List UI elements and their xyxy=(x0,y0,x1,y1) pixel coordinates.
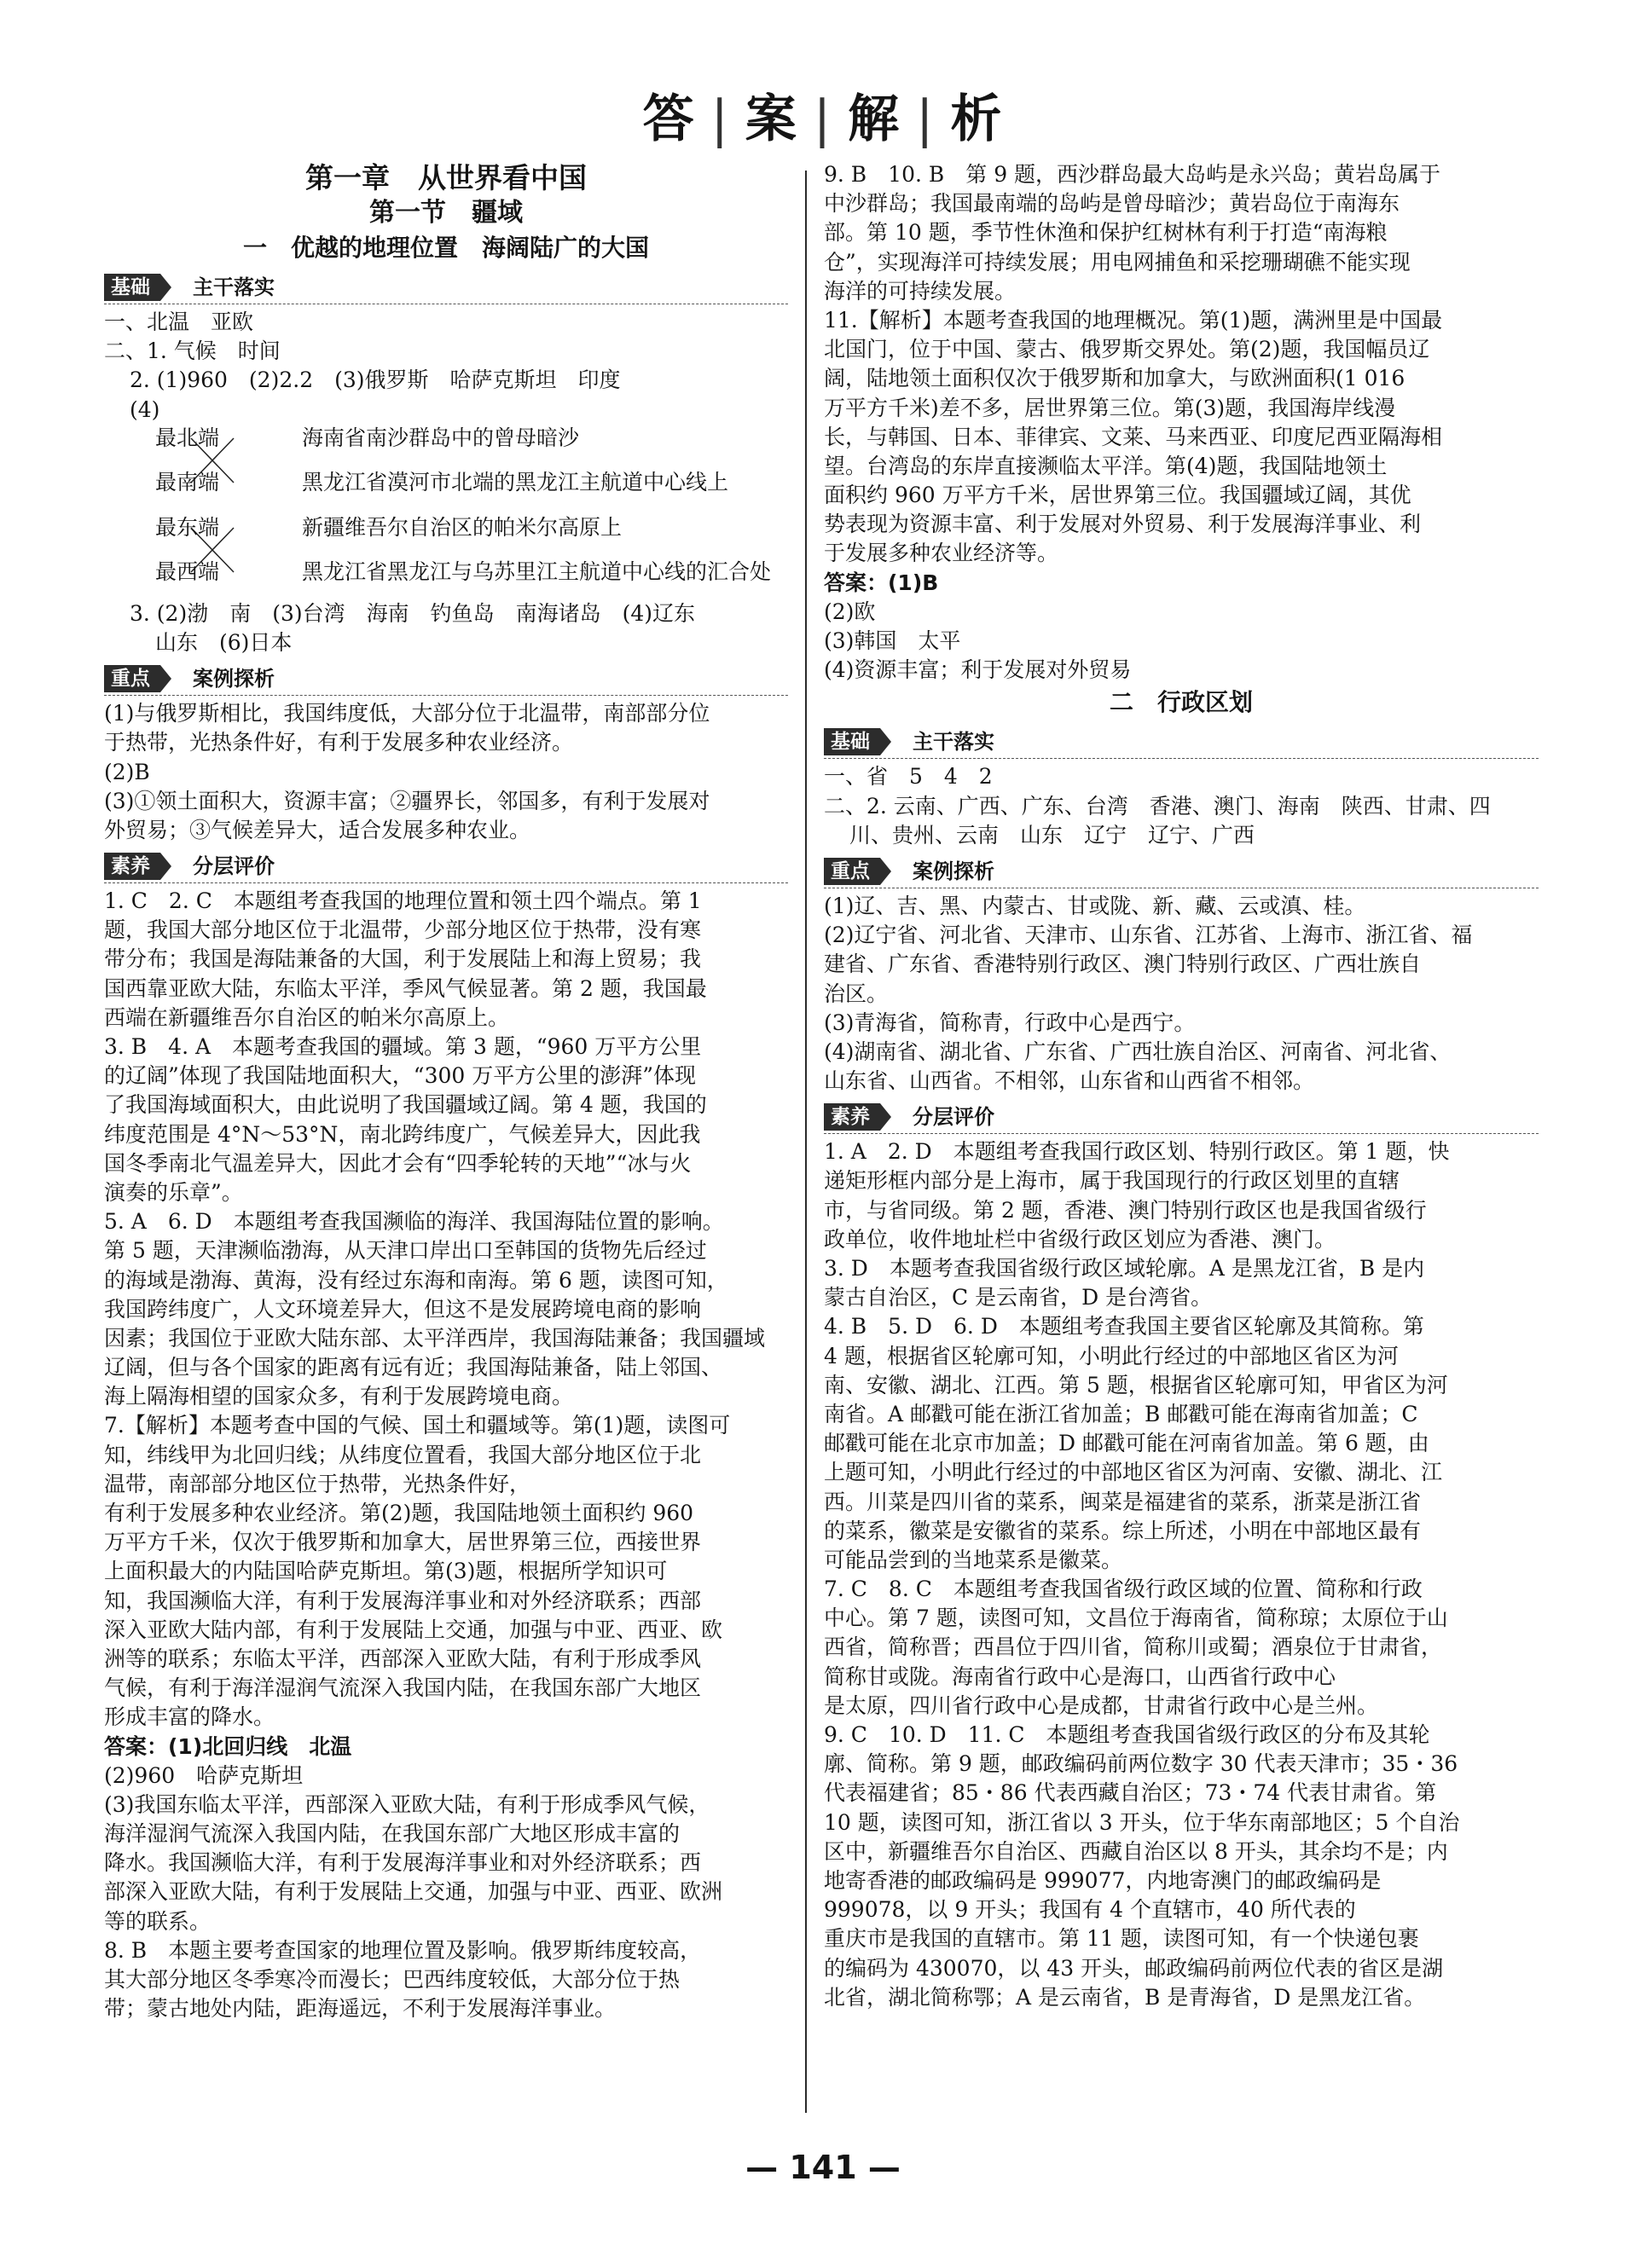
answer-line: (2)960 哈萨克斯坦 xyxy=(104,1762,304,1788)
answer-line: (1)与俄罗斯相比，我国纬度低，大部分位于北温带，南部部分位 xyxy=(104,701,710,726)
answer-line: 答案：(1)北回归线 北温 xyxy=(104,1733,352,1759)
answer-line: 中沙群岛；我国最南端的岛屿是曾母暗沙；黄岩岛位于南海东 xyxy=(824,191,1400,217)
section-tag: 素养 xyxy=(104,853,160,880)
answer-line: 于热带，光热条件好，有利于发展多种农业经济。 xyxy=(104,730,574,755)
answer-line: (3)我国东临太平洋，西部深入亚欧大陆，有利于形成季风气候， xyxy=(104,1791,710,1817)
basic-answers xyxy=(824,762,1539,850)
answer-line: (2)辽宁省、河北省、天津市、山东省、江苏省、上海市、浙江省、福 xyxy=(824,923,1473,948)
answer-line: 递矩形框内部分是上海市，属于我国现行的行政区划里的直辖 xyxy=(824,1168,1400,1194)
answer-line: 温带，南部部分地区位于热带，光热条件好， xyxy=(104,1471,531,1496)
answer-line: 纬度范围是 4°N～53°N，南北跨纬度广，气候差异大，因此我 xyxy=(104,1121,701,1147)
answer-line: 上面积最大的内陆国哈萨克斯坦。第(3)题，根据所学知识可 xyxy=(104,1559,668,1584)
answer-line: 建省、广东省、香港特别行政区、澳门特别行政区、广西壮族自 xyxy=(824,952,1422,977)
diagram-left-label: 最西端 xyxy=(155,558,220,584)
answer-line: 10 题，读图可知，浙江省以 3 开头，位于华东南部地区；5 个自治 xyxy=(824,1809,1460,1835)
page-title xyxy=(0,78,1646,152)
eval-answers xyxy=(824,1137,1539,2012)
answer-line: 二、2. 云南、广西、广东、台湾 香港、澳门、海南 陕西、甘肃、四 xyxy=(824,793,1491,819)
answer-line: 简称甘或陇。海南省行政中心是海口，山西省行政中心 xyxy=(824,1663,1336,1689)
section-tag: 重点 xyxy=(104,665,160,692)
section-label: 案例探析 xyxy=(913,859,994,883)
answer-line: 辽阔，但与各个国家的距离有远有近；我国海陆兼备，陆上邻国、 xyxy=(104,1355,723,1380)
answer-line: 我国跨纬度广，人文环境差异大，但这不是发展跨境电商的影响 xyxy=(104,1296,702,1322)
answer-line: 蒙古自治区，C 是云南省，D 是台湾省。 xyxy=(824,1285,1213,1310)
answer-line: 南、安徽、湖北、江西。第 5 题，根据省区轮廓可知，甲省区为河 xyxy=(824,1372,1448,1397)
answer-line: 政单位，收件地址栏中省级行政区划应为香港、澳门。 xyxy=(824,1226,1336,1252)
answer-line: 仓”，实现海洋可持续发展；用电网捕鱼和采挖珊瑚礁不能实现 xyxy=(824,249,1411,275)
answer-line: 9. B 10. B 第 9 题，西沙群岛最大岛屿是永兴岛；黄岩岛属于 xyxy=(824,162,1441,187)
answer-line: (4) xyxy=(130,396,160,422)
answer-line: 长，与韩国、日本、菲律宾、文莱、马来西亚、印度尼西亚隔海相 xyxy=(824,424,1443,449)
answer-line: 望。台湾岛的东岸直接濒临太平洋。第(4)题，我国陆地领土 xyxy=(824,453,1388,478)
answer-line: (4)湖南省、湖北省、广东省、广西壮族自治区、河南省、河北省、 xyxy=(824,1039,1452,1064)
right-column xyxy=(824,160,1539,2012)
answer-line: 万平方千米)差不多，居世界第三位。第(3)题，我国海岸线漫 xyxy=(824,395,1396,420)
key-answers xyxy=(104,699,788,845)
answer-line: 廓、简称。第 9 题，邮政编码前两位数字 30 代表天津市；35・36 xyxy=(824,1751,1458,1777)
column-divider xyxy=(805,171,807,2113)
answer-line: 西。川菜是四川省的菜系，闽菜是福建省的菜系，浙菜是浙江省 xyxy=(824,1489,1422,1514)
answer-line: 部深入亚欧大陆，有利于发展陆上交通，加强与中亚、西亚、欧洲 xyxy=(104,1879,723,1905)
answer-line: 第 5 题，天津濒临渤海，从天津口岸出口至韩国的货物先后经过 xyxy=(104,1238,707,1264)
answer-line: 带；蒙古地处内陆，距海遥远，不利于发展海洋事业。 xyxy=(104,1996,617,2022)
answer-line: 西端在新疆维吾尔自治区的帕米尔高原上。 xyxy=(104,1004,510,1030)
answer-line: 999078，以 9 开头；我国有 4 个直辖市，40 所代表的 xyxy=(824,1897,1356,1923)
answer-line: 的编码为 430070，以 43 开头，邮政编码前两位代表的省区是湖 xyxy=(824,1955,1444,1981)
answer-line: 二、1. 气候 时间 xyxy=(104,338,281,364)
section-header-basic xyxy=(104,273,788,304)
answer-line: 北省，湖北简称鄂；A 是云南省，B 是青海省，D 是黑龙江省。 xyxy=(824,1984,1426,2010)
answer-line: 西省，简称晋；西昌位于四川省，简称川或蜀；酒泉位于甘肃省， xyxy=(824,1634,1443,1660)
section-label: 分层评价 xyxy=(193,854,275,879)
answer-line: 代表福建省；85・86 代表西藏自治区；73・74 代表甘肃省。第 xyxy=(824,1780,1437,1806)
answer-line: (1)辽、吉、黑、内蒙古、甘或陇、新、藏、云或滇、桂。 xyxy=(824,893,1366,918)
answer-line: 1. C 2. C 本题组考查我国的地理位置和领土四个端点。第 1 xyxy=(104,888,702,914)
answer-line: 的海域是渤海、黄海，没有经过东海和南海。第 6 题，读图可知， xyxy=(104,1267,728,1293)
answer-line: 海洋的可持续发展。 xyxy=(824,278,1017,304)
answer-line: 市，与省同级。第 2 题，香港、澳门特别行政区也是我国省级行 xyxy=(824,1197,1427,1223)
answer-line: 南省。A 邮戳可能在浙江省加盖；B 邮戳可能在海南省加盖；C xyxy=(824,1401,1418,1426)
title-separator: | xyxy=(813,90,833,149)
continued-answers xyxy=(824,160,1539,685)
answer-line: 是太原，四川省行政中心是成都，甘肃省行政中心是兰州。 xyxy=(824,1692,1379,1718)
section-title: 第一节 疆域 xyxy=(369,198,523,228)
answer-line: 知，我国濒临大洋，有利于发展海洋事业和对外经济联系；西部 xyxy=(104,1588,702,1613)
title-char: 解 xyxy=(848,90,901,149)
answer-line: 深入亚欧大陆内部，有利于发展陆上交通，加强与中亚、西亚、欧 xyxy=(104,1617,723,1642)
section-header-eval xyxy=(824,1102,1539,1134)
answer-line: 降水。我国濒临大洋，有利于发展海洋事业和对外经济联系；西 xyxy=(104,1850,702,1876)
answer-line: 部。第 10 题，季节性休渔和保护红树林有利于打造“南海粮 xyxy=(824,220,1388,246)
chapter-title: 第一章 从世界看中国 xyxy=(305,161,587,194)
answer-line: 等的联系。 xyxy=(104,1908,212,1934)
title-separator: | xyxy=(916,90,936,149)
eval-answers xyxy=(104,887,788,2023)
answer-line: 国西靠亚欧大陆，东临太平洋，季风气候显著。第 2 题，我国最 xyxy=(104,975,707,1001)
answer-line: (4)资源丰富；利于发展对外贸易 xyxy=(824,657,1132,683)
basic-answers-continued xyxy=(104,599,788,657)
answer-line: 于发展多种农业经济等。 xyxy=(824,541,1059,566)
answer-line: 北国门，位于中国、蒙古、俄罗斯交界处。第(2)题，我国幅员辽 xyxy=(824,337,1430,362)
answer-line: 5. A 6. D 本题组考查我国濒临的海洋、我国海陆位置的影响。 xyxy=(104,1209,724,1235)
answer-line: 气候，有利于海洋湿润气流深入我国内陆，在我国东部广大地区 xyxy=(104,1675,702,1701)
diagram-right-label: 海南省南沙群岛中的曾母暗沙 xyxy=(302,425,580,450)
answer-line: 洲等的联系；东临太平洋，西部深入亚欧大陆，有利于形成季风 xyxy=(104,1646,702,1671)
answer-line: 中心。第 7 题，读图可知，文昌位于海南省，简称琼；太原位于山 xyxy=(824,1606,1448,1631)
answer-line: 治区。 xyxy=(824,981,889,1006)
section-header-key xyxy=(824,857,1539,888)
answer-line: (2)B xyxy=(104,759,150,784)
answer-line: 山东 (6)日本 xyxy=(155,629,293,655)
answer-line: 答案：(1)B xyxy=(824,570,939,595)
answer-line: 知，纬线甲为北回归线；从纬度位置看，我国大部分地区位于北 xyxy=(104,1442,702,1467)
answer-line: 川、贵州、云南 山东 辽宁 辽宁、广西 xyxy=(849,822,1255,848)
answer-line: 2. (1)960 (2)2.2 (3)俄罗斯 哈萨克斯坦 印度 xyxy=(130,367,621,393)
answer-line: 面积约 960 万平方千米，居世界第三位。我国疆域辽阔，其优 xyxy=(824,483,1411,508)
answer-line: 万平方千米，仅次于俄罗斯和加拿大，居世界第三位，西接世界 xyxy=(104,1530,702,1555)
title-char: 答 xyxy=(642,90,696,149)
answer-line: 可能品尝到的当地菜系是徽菜。 xyxy=(824,1547,1123,1572)
answer-line: 其大部分地区冬季寒冷而漫长；巴西纬度较低，大部分位于热 xyxy=(104,1967,681,1992)
title-char: 析 xyxy=(950,90,1004,149)
answer-line: 地寄香港的邮政编码是 999077，内地寄澳门的邮政编码是 xyxy=(824,1867,1382,1893)
answer-line: 海洋湿润气流深入我国内陆，在我国东部广大地区形成丰富的 xyxy=(104,1821,681,1847)
answer-line: 区中，新疆维吾尔自治区、西藏自治区以 8 开头，其余均不是；内 xyxy=(824,1838,1448,1864)
section-tag: 重点 xyxy=(824,858,880,885)
diagram-right-label: 黑龙江省漠河市北端的黑龙江主航道中心线上 xyxy=(302,469,729,495)
answer-line: 3. D 本题考查我国省级行政区域轮廓。A 是黑龙江省，B 是内 xyxy=(824,1256,1425,1281)
answer-line: (3)青海省，简称青，行政中心是西宁。 xyxy=(824,1010,1196,1035)
section-header-eval xyxy=(104,852,788,883)
answer-line: 外贸易；③气候差异大，适合发展多种农业。 xyxy=(104,817,531,842)
answer-line: 3. (2)渤 南 (3)台湾 海南 钓鱼岛 南海诸岛 (4)辽东 xyxy=(130,600,696,626)
extreme-points-diagram xyxy=(104,425,788,599)
answer-line: 一、省 5 4 2 xyxy=(824,764,993,790)
subsection-title: 二 行政区划 xyxy=(1109,688,1253,717)
answer-line: 因素；我国位于亚欧大陆东部、太平洋西岸，我国海陆兼备；我国疆域 xyxy=(104,1325,766,1351)
basic-answers xyxy=(104,308,788,425)
left-column xyxy=(104,160,788,2023)
answer-line: 海上隔海相望的国家众多，有利于发展跨境电商。 xyxy=(104,1384,574,1409)
answer-line: 11.【解析】本题考查我国的地理概况。第(1)题，满洲里是中国最 xyxy=(824,307,1443,333)
section-label: 主干落实 xyxy=(913,730,994,755)
diagram-right-label: 黑龙江省黑龙江与乌苏里江主航道中心线的汇合处 xyxy=(302,558,772,584)
answer-line: 9. C 10. D 11. C 本题组考查我国省级行政区的分布及其轮 xyxy=(824,1722,1430,1747)
answer-line: (2)欧 xyxy=(824,599,876,624)
title-separator: | xyxy=(710,90,730,149)
answer-line: 了我国海域面积大，由此说明了我国疆域辽阔。第 4 题，我国的 xyxy=(104,1092,707,1118)
section-label: 分层评价 xyxy=(913,1105,994,1130)
section-header-basic xyxy=(824,727,1539,759)
answer-line: 4 题，根据省区轮廓可知，小明此行经过的中部地区省区为河 xyxy=(824,1343,1399,1368)
answer-line: 一、北温 亚欧 xyxy=(104,310,254,334)
answer-line: 上题可知，小明此行经过的中部地区省区为河南、安徽、湖北、江 xyxy=(824,1460,1443,1485)
section-tag: 基础 xyxy=(104,274,160,301)
answer-line: 的菜系，徽菜是安徽省的菜系。综上所述，小明在中部地区最有 xyxy=(824,1518,1422,1543)
answer-line: 重庆市是我国的直辖市。第 11 题，读图可知，有一个快递包裹 xyxy=(824,1926,1419,1952)
key-answers xyxy=(824,892,1539,1096)
section-tag: 基础 xyxy=(824,728,880,755)
answer-line: 势表现为资源丰富、利于发展对外贸易、利于发展海洋事业、利 xyxy=(824,512,1422,537)
answer-line: (3)韩国 太平 xyxy=(824,628,961,653)
answer-line: (3)①领土面积大，资源丰富；②疆界长，邻国多，有利于发展对 xyxy=(104,788,710,813)
section-header-key xyxy=(104,664,788,696)
answer-line: 带分布；我国是海陆兼备的大国，利于发展陆上和海上贸易；我 xyxy=(104,946,702,972)
section-tag: 素养 xyxy=(824,1103,880,1131)
diagram-right-label: 新疆维吾尔自治区的帕米尔高原上 xyxy=(302,514,623,540)
answer-line: 有利于发展多种农业经济。第(2)题，我国陆地领土面积约 960 xyxy=(104,1501,694,1525)
diagram-left-label: 最北端 xyxy=(155,425,220,450)
answer-line: 1. A 2. D 本题组考查我国行政区划、特别行政区。第 1 题，快 xyxy=(824,1139,1450,1165)
section-label: 案例探析 xyxy=(193,667,275,691)
diagram-left-label: 最东端 xyxy=(155,514,220,540)
answer-line: 山东省、山西省。不相邻，山东省和山西省不相邻。 xyxy=(824,1068,1315,1094)
answer-line: 3. B 4. A 本题考查我国的疆域。第 3 题，“960 万平方公里 xyxy=(104,1034,702,1059)
page-number: — 141 — xyxy=(745,2149,901,2186)
answer-line: 演奏的乐章”。 xyxy=(104,1179,243,1205)
answer-line: 邮戳可能在北京市加盖；D 邮戳可能在河南省加盖。第 6 题，由 xyxy=(824,1431,1429,1456)
answer-line: 8. B 本题主要考查国家的地理位置及影响。俄罗斯纬度较高， xyxy=(104,1937,702,1963)
answer-line: 的辽阔”体现了我国陆地面积大，“300 万平方公里的澎湃”体现 xyxy=(104,1063,697,1089)
answer-line: 阔，陆地领土面积仅次于俄罗斯和加拿大，与欧洲面积(1 016 xyxy=(824,366,1405,391)
answer-line: 4. B 5. D 6. D 本题组考查我国主要省区轮廓及其简称。第 xyxy=(824,1314,1424,1339)
answer-line: 国冬季南北气温差异大，因此才会有“四季轮转的天地”“冰与火 xyxy=(104,1150,692,1176)
subsection-title: 一 优越的地理位置 海阔陆广的大国 xyxy=(242,234,649,262)
answer-line: 7.【解析】本题考查中国的气候、国土和疆域等。第(1)题，读图可 xyxy=(104,1413,731,1438)
answer-line: 题，我国大部分地区位于北温带，少部分地区位于热带，没有寒 xyxy=(104,917,702,943)
title-char: 案 xyxy=(745,90,798,149)
diagram-left-label: 最南端 xyxy=(155,469,220,495)
answer-line: 7. C 8. C 本题组考查我国省级行政区域的位置、简称和行政 xyxy=(824,1577,1423,1602)
section-label: 主干落实 xyxy=(193,275,275,299)
answer-line: 形成丰富的降水。 xyxy=(104,1704,275,1730)
